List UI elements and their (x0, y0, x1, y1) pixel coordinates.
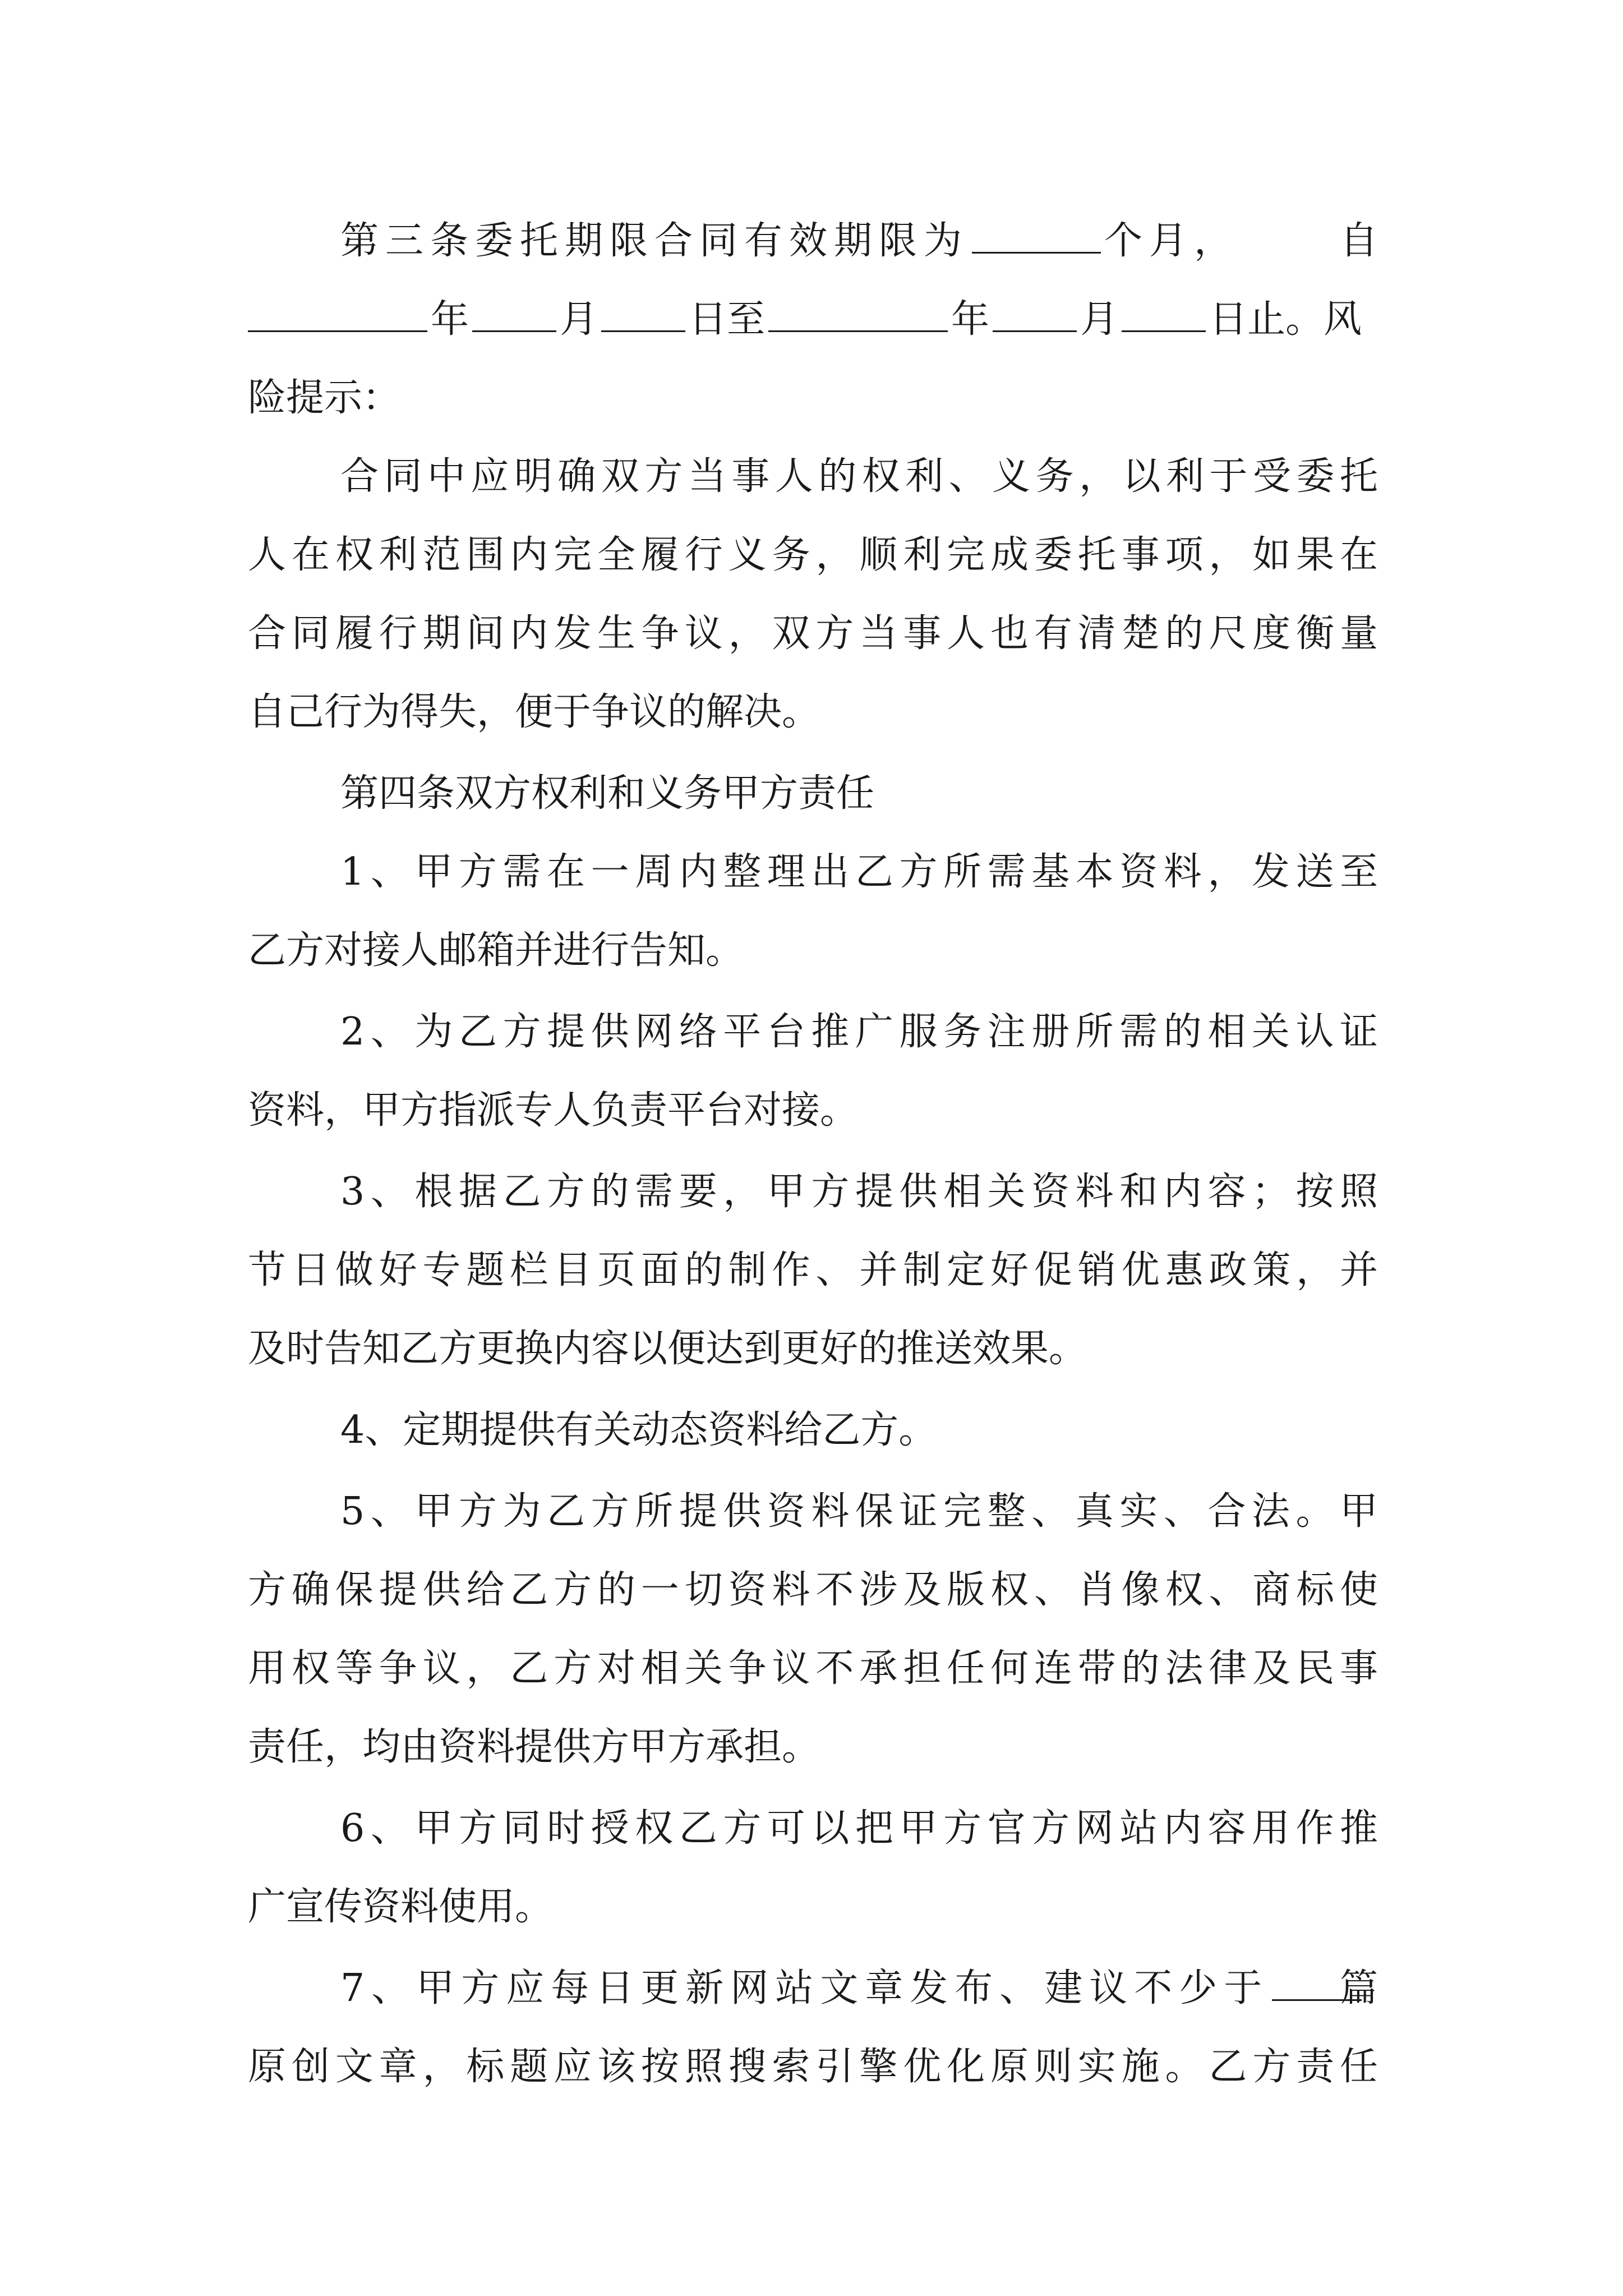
item-line: 4、定期提供有关动态资料给乙方。 (340, 1408, 937, 1452)
start-day-blank (601, 296, 685, 332)
item-line: 责任，均由资料提供方甲方承担。 (248, 1725, 820, 1769)
item-line: 及时告知乙方更换内容以便达到更好的推送效果。 (248, 1327, 1087, 1371)
end-day-label: 日止。风 (1209, 297, 1362, 342)
item-line: 5、甲方为乙方所提供资料保证完整、真实、合法。甲 (340, 1489, 1378, 1534)
article3-unit: 个月， (1104, 219, 1239, 263)
item7-text: 7、甲方应每日更新网站文章发布、建议不少于 (340, 1966, 1269, 2010)
item-line: 原创文章，标题应该按照搜索引擎优化原则实施。乙方责任 (248, 2045, 1378, 2089)
item-line: 3、根据乙方的需要，甲方提供相关资料和内容；按照 (340, 1170, 1378, 1214)
start-year-label: 年 (431, 297, 469, 342)
risk-tip-line: 人在权利范围内完全履行义务，顺利完成委托事项，如果在 (248, 533, 1378, 577)
end-year-label: 年 (951, 297, 990, 342)
article3-text: 第三条委托期限合同有效期限为 (340, 219, 969, 263)
item-line: 节日做好专题栏目页面的制作、并制定好促销优惠政策，并 (248, 1248, 1378, 1292)
start-month-label: 月 (560, 297, 598, 342)
start-year-blank (248, 296, 427, 332)
end-year-blank (768, 296, 948, 332)
end-month-label: 月 (1080, 297, 1119, 342)
item-line: 用权等争议，乙方对相关争议不承担任何连带的法律及民事 (248, 1646, 1378, 1691)
article3-line1 (248, 208, 1378, 275)
article3-from: 自 (1339, 219, 1378, 263)
end-day-blank (1122, 296, 1206, 332)
item-line: 2、为乙方提供网络平台推广服务注册所需的相关认证 (340, 1010, 1378, 1054)
item-line: 资料，甲方指派专人负责平台对接。 (248, 1088, 859, 1133)
to-label: 日至 (689, 297, 766, 342)
article3-line2 (248, 286, 1378, 353)
months-blank (972, 217, 1101, 254)
item-line: 方确保提供给乙方的一切资料不涉及版权、肖像权、商标使 (248, 1568, 1378, 1612)
item7-line1 (248, 1955, 1378, 2022)
item-line: 广宣传资料使用。 (248, 1885, 554, 1929)
item-line: 6、甲方同时授权乙方可以把甲方官方网站内容用作推 (340, 1806, 1378, 1851)
item-line: 乙方对接人邮箱并进行告知。 (248, 928, 744, 973)
item-line: 1、甲方需在一周内整理出乙方所需基本资料，发送至 (340, 850, 1378, 894)
risk-tip-line: 合同履行期间内发生争议，双方当事人也有清楚的尺度衡量 (248, 611, 1378, 656)
risk-tip-line: 自己行为得失，便于争议的解决。 (248, 690, 820, 734)
risk-tip-line: 合同中应明确双方当事人的权利、义务，以利于受委托 (340, 454, 1378, 499)
article3-line3: 险提示： (248, 376, 401, 420)
article4-heading: 第四条双方权利和义务甲方责任 (340, 771, 875, 816)
start-month-blank (472, 296, 556, 332)
item7-unit: 篇 (1339, 1966, 1378, 2010)
end-month-blank (993, 296, 1077, 332)
